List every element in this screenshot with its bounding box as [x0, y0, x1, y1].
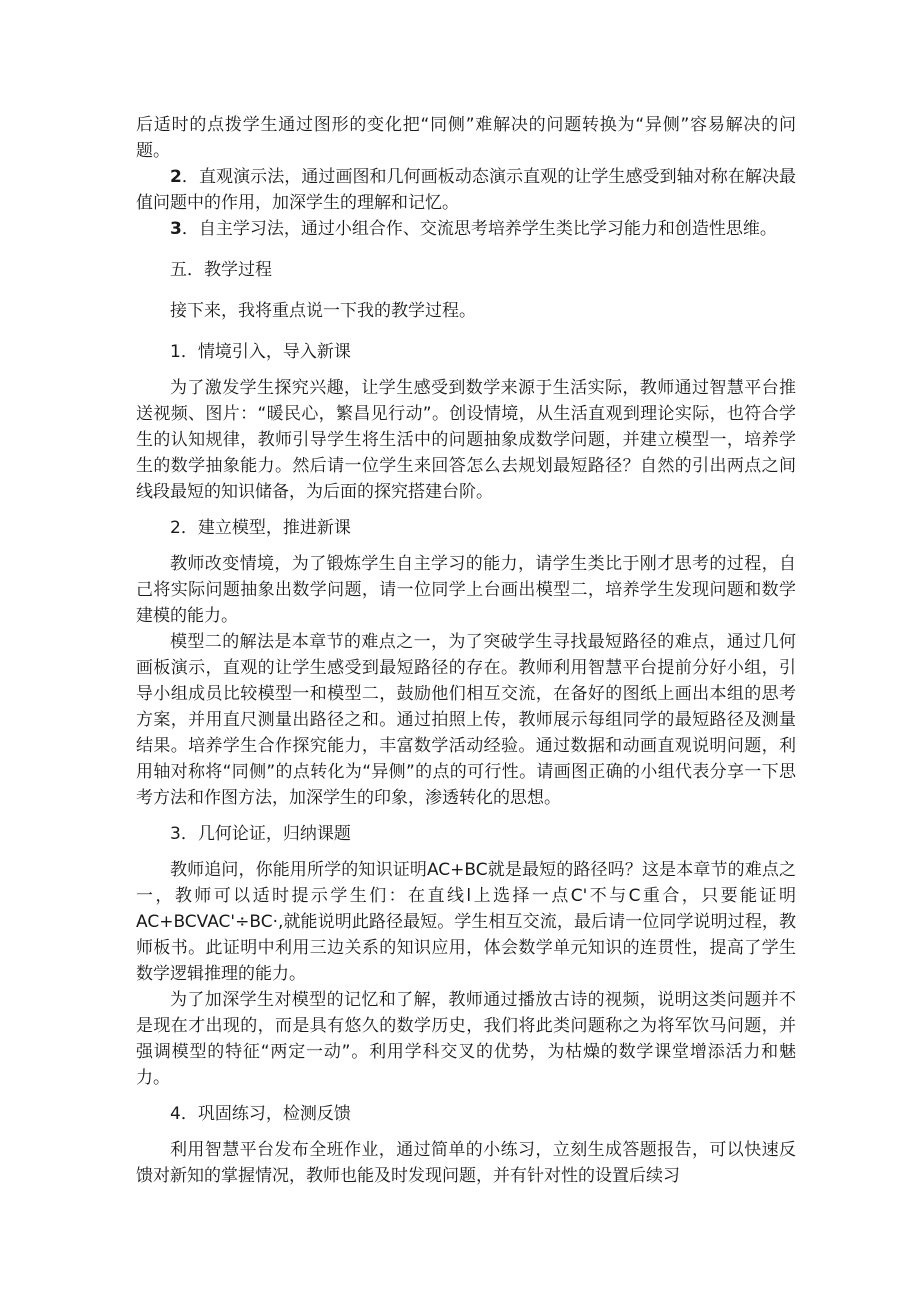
section-5-heading: 五．教学过程	[170, 260, 272, 280]
step-1-paragraph: 为了激发学生探究兴趣，让学生感受到数学来源于生活实际，教师通过智慧平台推送视频、图片：“暖民心，繁昌见行动”。创设情境，从生活直观到理论实际，也符合学生的认知规律，教师引导学生将生活中的问题抽象成数学问题，并建立模型一，培养学生的数学抽象能力。然后请一位学生来回答怎么去规划最短路径？自然的引出两点之间线段最短的知识储备，为后面的探究搭建台阶。	[136, 378, 796, 502]
method-3-text: ．自主学习法，通过小组合作、交流思考培养学生类比学习能力和创造性思维。	[181, 219, 777, 239]
step-2-paragraph-2: 模型二的解法是本章节的难点之一，为了突破学生寻找最短路径的难点，通过几何画板演示，直观的让学生感受到最短路径的存在。教师利用智慧平台提前分好小组，引导小组成员比较模型一和模型二，鼓励他们相互交流，在备好的图纸上画出本组的思考方案，并用直尺测量出路径之和。通过拍照上传，教师展示每组同学的最短路径及测量结果。培养学生合作探究能力，丰富数学活动经验。通过数据和动画直观说明问题，利用轴对称将“同侧”的点转化为“异侧”的点的可行性。请画图正确的小组代表分享一下思考方法和作图方法，加深学生的印象，渗透转化的思想。	[136, 632, 796, 808]
method-3-paragraph	[136, 216, 796, 242]
method-3-number: 3	[170, 219, 182, 239]
method-2-number: 2	[170, 167, 182, 187]
method-2-paragraph	[136, 164, 796, 216]
step-4-paragraph: 利用智慧平台发布全班作业，通过简单的小练习，立刻生成答题报告，可以快速反馈对新知的掌握情况，教师也能及时发现问题，并有针对性的设置后续习	[136, 1140, 796, 1186]
intro-paragraph: 接下来，我将重点说一下我的教学过程。	[170, 301, 476, 321]
step-2-paragraph-1: 教师改变情境，为了锻炼学生自主学习的能力，请学生类比于刚才思考的过程，自己将实际问题抽象出数学问题，请一位同学上台画出模型二，培养学生发现问题和数学建模的能力。	[136, 554, 796, 626]
document-page	[136, 112, 796, 1189]
step-3-paragraph-2: 为了加深学生对模型的记忆和了解，教师通过播放古诗的视频，说明这类问题并不是现在才出现的，而是具有悠久的数学历史，我们将此类问题称之为将军饮马问题，并强调模型的特征“两定一动”。利用学科交叉的优势，为枯燥的数学课堂增添活力和魅力。	[136, 990, 796, 1088]
step-2-heading: 2．建立模型，推进新课	[170, 518, 351, 538]
method-2-text: ．直观演示法，通过画图和几何画板动态演示直观的让学生感受到轴对称在解决最值问题中的作用，加深学生的理解和记忆。	[136, 167, 796, 213]
step-1-heading: 1．情境引入，导入新课	[170, 342, 351, 362]
step-3-paragraph-1: 教师追问，你能用所学的知识证明AC+BC就是最短的路径吗？这是本章节的难点之一，教师可以适时提示学生们：在直线l上选择一点C'不与C重合，只要能证明AC+BCVAC'÷BC·,就能说明此路径最短。学生相互交流，最后请一位同学说明过程，教师板书。此证明中利用三边关系的知识应用，体会数学单元知识的连贯性，提高了学生数学逻辑推理的能力。	[136, 860, 796, 984]
step-3-heading: 3．几何论证，归纳课题	[170, 824, 351, 844]
continued-paragraph: 后适时的点拨学生通过图形的变化把“同侧”难解决的问题转换为“异侧”容易解决的问题。	[136, 115, 796, 161]
step-4-heading: 4．巩固练习，检测反馈	[170, 1104, 351, 1124]
